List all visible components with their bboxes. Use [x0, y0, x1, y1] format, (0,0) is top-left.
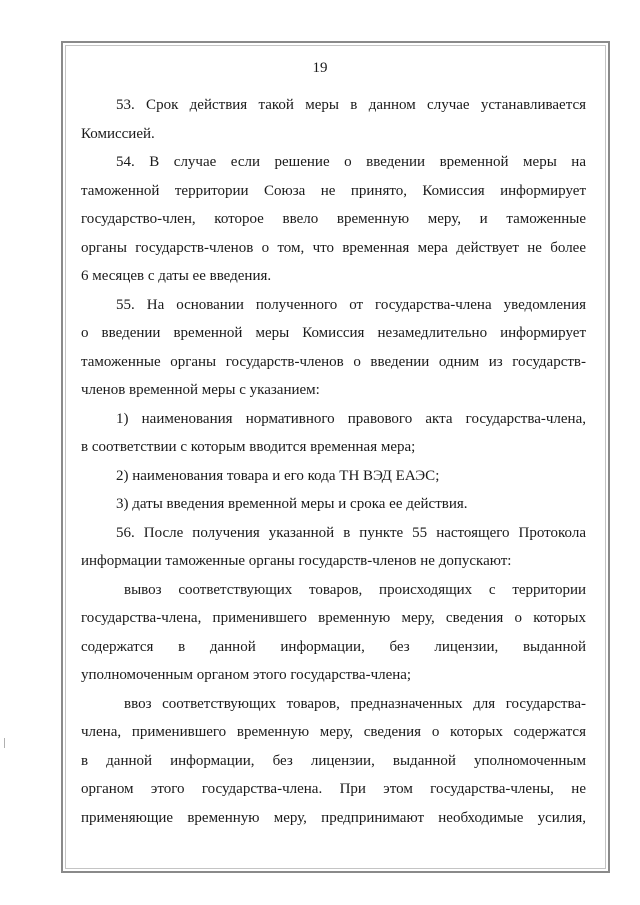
import-clause-line: в данной информации, без лицензии, выданной уполномоченным	[81, 753, 586, 769]
scan-artifact	[4, 738, 5, 748]
list-item-1-line: в соответствии с которым вводится временная мера;	[81, 439, 416, 455]
paragraph-53-line: 53. Срок действия такой меры в данном случае устанавливается	[116, 97, 586, 113]
import-clause-line: ввоз соответствующих товаров, предназначенных для государства-	[124, 696, 586, 712]
export-clause-line: содержатся в данной информации, без лицензии, выданной	[81, 639, 586, 655]
paragraph-55-line: о введении временной меры Комиссия незамедлительно информирует	[81, 325, 586, 341]
export-clause-line: государства-члена, применившего временную меру, сведения о которых	[81, 610, 586, 626]
import-clause-line: члена, применившего временную меру, сведения о которых содержатся	[81, 724, 586, 740]
list-item-3-line: 3) даты введения временной меры и срока ее действия.	[116, 496, 468, 512]
import-clause-line: органом этого государства-члена. При этом государства-члены, не	[81, 781, 586, 797]
export-clause-line: вывоз соответствующих товаров, происходящих с территории	[124, 582, 586, 598]
export-clause-line: уполномоченным органом этого государства-члена;	[81, 667, 412, 683]
list-item-2-line: 2) наименования товара и его кода ТН ВЭД ЕАЭС;	[116, 468, 440, 484]
paragraph-56-line: информации таможенные органы государств-членов не допускают:	[81, 553, 512, 569]
paragraph-54-line: 6 месяцев с даты ее введения.	[81, 268, 272, 284]
paragraph-55-line: 55. На основании полученного от государства-члена уведомления	[116, 297, 586, 313]
paragraph-54-line: органы государств-членов о том, что временная мера действует не более	[81, 240, 586, 256]
list-item-1-line: 1) наименования нормативного правового акта государства-члена,	[116, 411, 586, 427]
import-clause-line: применяющие временную меру, предпринимают необходимые усилия,	[81, 810, 586, 826]
page-number: 19	[312, 60, 328, 76]
paragraph-55-line: таможенные органы государств-членов о введении одним из государств-	[81, 354, 586, 370]
paragraph-54-line: 54. В случае если решение о введении временной меры на	[116, 154, 586, 170]
paragraph-53-line: Комиссией.	[81, 126, 155, 142]
paragraph-56-line: 56. После получения указанной в пункте 55 настоящего Протокола	[116, 525, 586, 541]
paragraph-55-line: членов временной меры с указанием:	[81, 382, 320, 398]
paragraph-54-line: таможенной территории Союза не принято, Комиссия информирует	[81, 183, 586, 199]
paragraph-54-line: государство-член, которое ввело временную меру, и таможенные	[81, 211, 586, 227]
